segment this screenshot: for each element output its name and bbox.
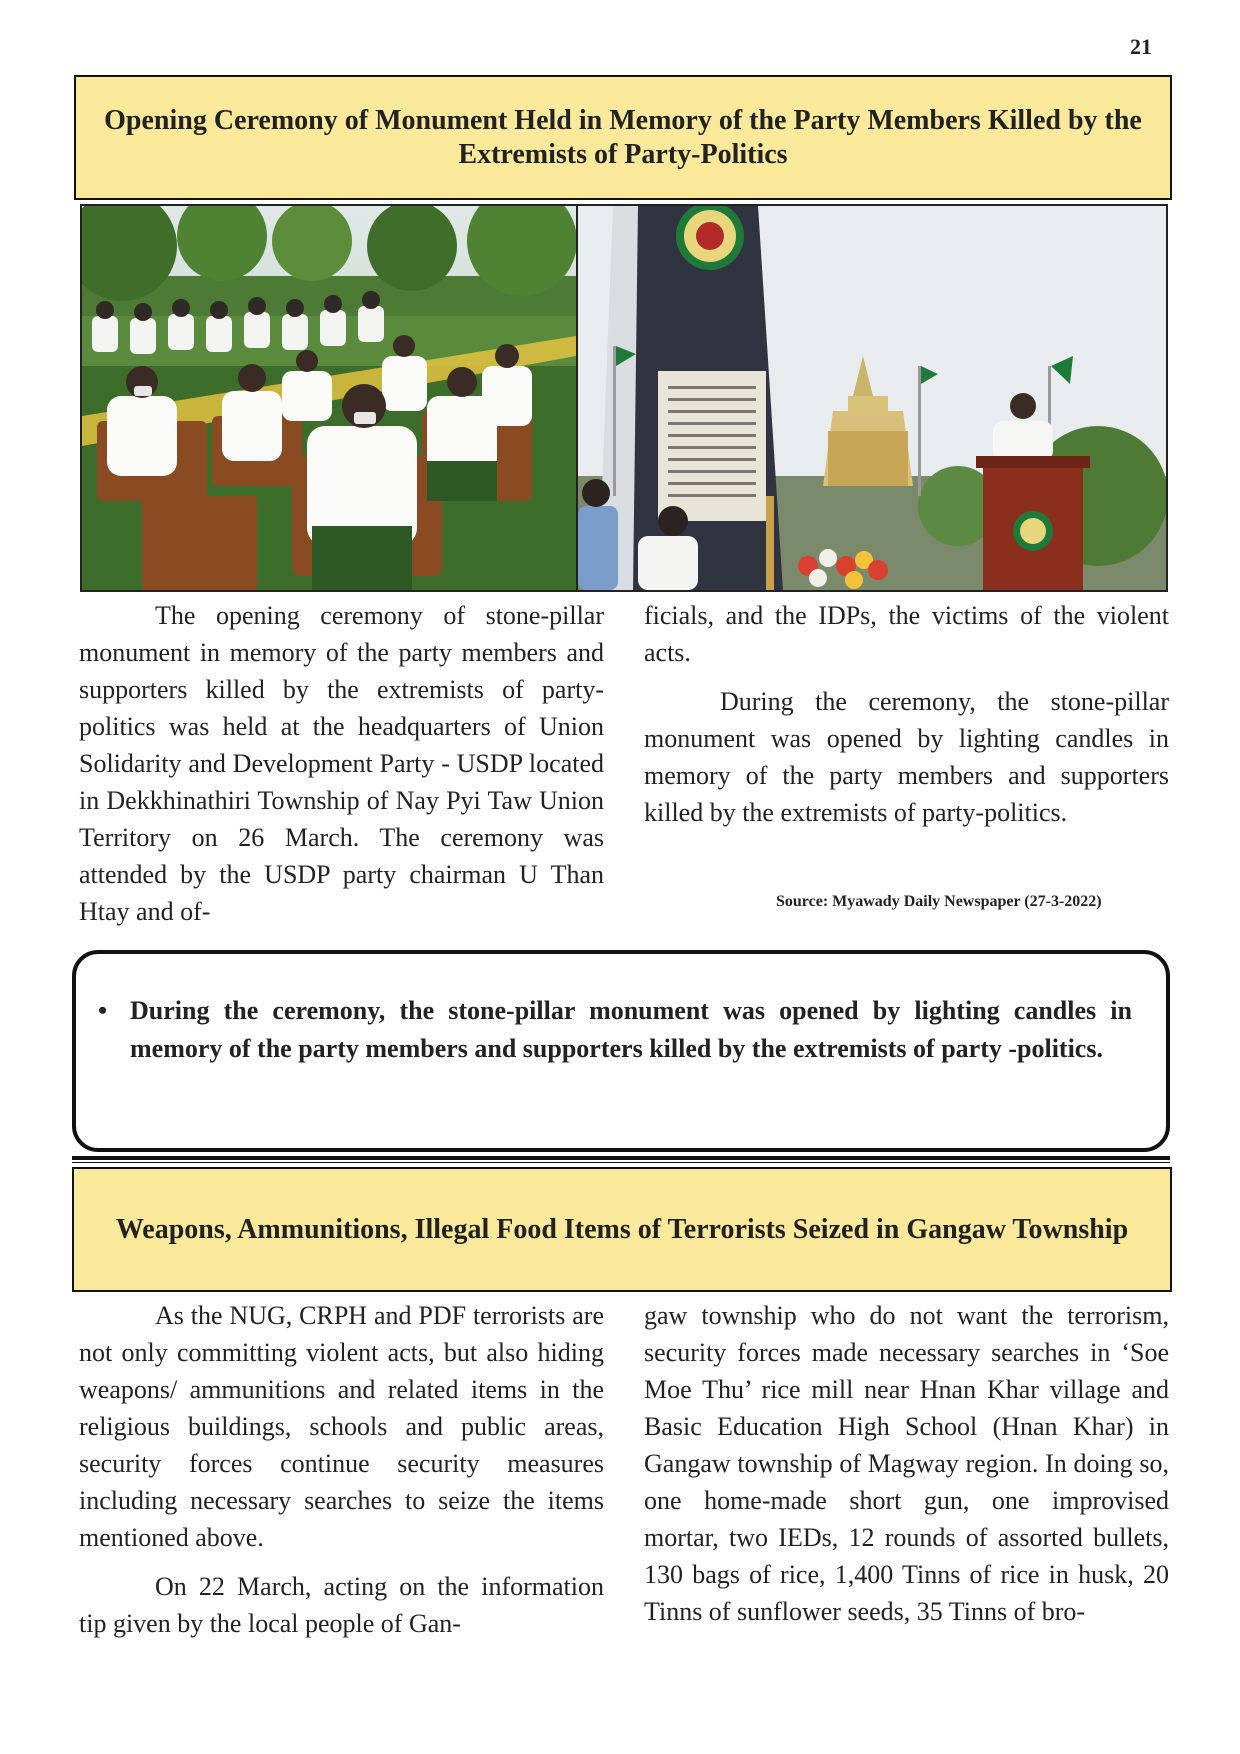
monument-speech-photo [576, 204, 1168, 592]
paragraph: The opening ceremony of stone-pillar monument in memory of the party members and supporters killed by the extremists of party-politics was held at the headquarters of Union Solidarity and Development Party - USDP located in Dekkhinathiri Township of Nay Pyi Taw Union Territory on 26 March. The ceremony was attended by the USDP party chairman U Than Htay and of- [79, 601, 604, 926]
article2-column-1 [79, 1297, 604, 1654]
paragraph: On 22 March, acting on the information tip given by the local people of Gan- [79, 1572, 604, 1638]
section-divider-thin [72, 1162, 1170, 1163]
article1-column-2 [644, 597, 1169, 843]
monument-illustration [578, 206, 1166, 590]
headline-text: Weapons, Ammunitions, Illegal Food Items of Terrorists Seized in Gangaw Township [115, 1213, 1129, 1245]
article2-column-2 [644, 1297, 1169, 1642]
paragraph: ficials, and the IDPs, the victims of the violent acts. [644, 601, 1169, 667]
highlight-callout [72, 950, 1170, 1152]
page-number: 21 [1130, 34, 1152, 59]
headline-text: Opening Ceremony of Monument Held in Memory of the Party Members Killed by the Extremists of Party-Politics [104, 104, 1142, 170]
paragraph: During the ceremony, the stone-pillar monument was opened by lighting candles in memory of the party members and supporters killed by the extremists of party-politics. [644, 687, 1169, 827]
bullet-icon: • [98, 996, 108, 1025]
callout-text: During the ceremony, the stone-pillar monument was opened by lighting candles in memory of the party members and supporters killed by the extremists of party -politics. [130, 996, 1132, 1063]
callout-list [92, 992, 1132, 1068]
article-headline [72, 1167, 1172, 1292]
paragraph: gaw township who do not want the terrorism, security forces made necessary searches in ‘Soe Moe Thu’ rice mill near Hnan Khar village and Basic Education High School (Hnan Khar) in Gangaw township of Magway region. In doing so, one home-made short gun, one improvised mortar, two IEDs, 12 rounds of assorted bullets, 130 bags of rice, 1,400 Tinns of rice in husk, 20 Tinns of sunflower seeds, 35 Tinns of bro- [644, 1301, 1169, 1626]
section-divider [72, 1156, 1170, 1160]
callout-item [92, 992, 1132, 1068]
source-credit: Source: Myawady Daily Newspaper (27-3-2022) [776, 893, 1102, 910]
audience-illustration [82, 206, 576, 590]
ceremony-audience-photo [80, 204, 578, 592]
paragraph: As the NUG, CRPH and PDF terrorists are not only committing violent acts, but also hiding weapons/ ammunitions and related items in the religious buildings, schools and public areas, security forces continue security measures including necessary searches to seize the items mentioned above. [79, 1301, 604, 1552]
article-headline [74, 75, 1172, 200]
article1-column-1 [79, 597, 604, 942]
